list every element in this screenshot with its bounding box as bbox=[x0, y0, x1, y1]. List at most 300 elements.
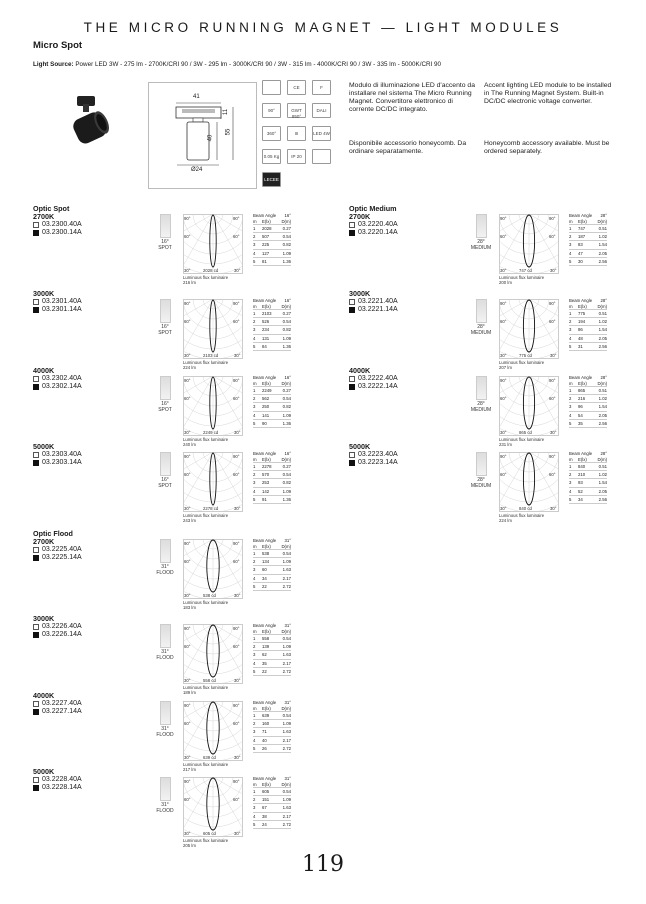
beam-angle-label: Beam Angle bbox=[253, 623, 277, 628]
table-cell: 2249 bbox=[262, 388, 272, 394]
table-row bbox=[253, 258, 291, 266]
table-cell: 1 bbox=[569, 226, 572, 232]
optic-type: FLOOD bbox=[156, 570, 174, 576]
table-row bbox=[253, 479, 291, 487]
table-header bbox=[253, 375, 291, 380]
table-cell: 3 bbox=[569, 242, 572, 248]
col-diameter: D(m) bbox=[281, 219, 291, 224]
product-variant bbox=[33, 367, 82, 391]
dim-h2: 40 bbox=[207, 134, 214, 142]
color-temperature: 3000K bbox=[33, 289, 55, 298]
beam-angle-value: 16° bbox=[284, 375, 291, 380]
class-icon bbox=[287, 126, 306, 141]
table-row bbox=[253, 420, 291, 428]
table-cell: 3 bbox=[253, 652, 256, 658]
white-finish-swatch bbox=[33, 299, 39, 305]
table-cell: 2.56 bbox=[598, 343, 607, 349]
beam-cone-icon bbox=[160, 701, 171, 725]
table-row bbox=[253, 395, 291, 403]
table-row bbox=[569, 233, 607, 241]
black-finish-swatch bbox=[33, 460, 39, 466]
beam-angle-icon bbox=[151, 701, 179, 738]
table-cell: 96 bbox=[578, 404, 583, 410]
polar-diagram bbox=[183, 624, 243, 684]
luminous-flux-value: 217 lm bbox=[183, 767, 196, 772]
table-cell: 1.36 bbox=[282, 343, 291, 349]
luminous-flux-label: Luminous flux luminaire bbox=[183, 437, 229, 442]
col-illuminance: E(lx) bbox=[578, 457, 587, 462]
col-illuminance: E(lx) bbox=[578, 381, 587, 386]
table-cell: 2 bbox=[253, 721, 256, 727]
table-row bbox=[569, 310, 607, 318]
table-cell: 2 bbox=[253, 472, 256, 478]
table-cell: 35 bbox=[262, 660, 267, 666]
product-variant bbox=[33, 692, 82, 716]
spot-icon bbox=[262, 80, 281, 95]
table-cell: 1.02 bbox=[598, 396, 607, 402]
table-cell: 4 bbox=[253, 412, 256, 418]
color-temperature: 3000K bbox=[33, 614, 55, 623]
angle-label-30-left: 30° bbox=[500, 430, 507, 435]
table-cell: 5 bbox=[569, 258, 572, 264]
table-row bbox=[569, 420, 607, 428]
angle-label-30-right: 30° bbox=[234, 831, 241, 836]
product-code: 03.2300.14A bbox=[42, 229, 82, 236]
icon-label: GWT 850° bbox=[291, 108, 302, 119]
table-cell: 0.27 bbox=[282, 226, 291, 232]
table-cell: 0.51 bbox=[598, 388, 607, 394]
table-cell: 865 bbox=[578, 388, 586, 394]
table-row bbox=[253, 225, 291, 233]
table-cell: 81 bbox=[262, 258, 267, 264]
dim-diameter: Ø24 bbox=[191, 167, 203, 173]
table-row bbox=[569, 488, 607, 496]
table-cell: 5 bbox=[569, 420, 572, 426]
table-cell: 4 bbox=[569, 250, 572, 256]
table-cell: 1.09 bbox=[282, 250, 291, 256]
col-diameter: D(m) bbox=[597, 219, 607, 224]
optic-type: FLOOD bbox=[156, 808, 174, 814]
white-finish-swatch bbox=[349, 222, 355, 228]
table-row bbox=[253, 821, 291, 829]
table-row bbox=[253, 660, 291, 668]
table-cell: 1 bbox=[253, 226, 256, 232]
driver-icon bbox=[312, 103, 331, 118]
angle-label-60-right: 60° bbox=[233, 319, 240, 324]
luminous-flux-caption bbox=[499, 360, 569, 370]
dim-h1: 11 bbox=[223, 108, 230, 116]
beam-cone-icon bbox=[160, 214, 171, 238]
product-image bbox=[63, 92, 121, 152]
angle-label-30-right: 30° bbox=[234, 678, 241, 683]
icon-label: DALI bbox=[316, 108, 327, 113]
beam-angle-icon bbox=[467, 299, 495, 336]
angle-label-30-left: 30° bbox=[500, 268, 507, 273]
luminous-flux-value: 207 lm bbox=[499, 365, 512, 370]
optic-type: SPOT bbox=[158, 483, 172, 489]
col-diameter: D(m) bbox=[597, 304, 607, 309]
luminous-flux-label: Luminous flux luminaire bbox=[183, 600, 229, 605]
beam-cone-icon bbox=[160, 299, 171, 323]
product-code-row bbox=[349, 229, 398, 237]
angle-label-30-left: 30° bbox=[184, 593, 191, 598]
product-code-row bbox=[33, 784, 82, 792]
product-code: 03.2225.40A bbox=[42, 546, 82, 553]
table-cell: 775 bbox=[578, 311, 586, 317]
color-temperature: 5000K bbox=[349, 442, 371, 451]
table-cell: 2.05 bbox=[598, 250, 607, 256]
table-cell: 0.27 bbox=[282, 388, 291, 394]
col-distance: m bbox=[253, 304, 257, 309]
table-cell: 1 bbox=[253, 551, 256, 557]
product-code-row bbox=[349, 221, 398, 229]
table-row bbox=[569, 387, 607, 395]
black-finish-swatch bbox=[33, 785, 39, 791]
table-cell: 538 bbox=[262, 551, 270, 557]
table-row bbox=[569, 412, 607, 420]
table-row bbox=[253, 387, 291, 395]
table-cell: 2 bbox=[253, 644, 256, 650]
table-cell: 4 bbox=[253, 250, 256, 256]
icon-label: 0.05 Kg bbox=[263, 154, 280, 159]
luminous-flux-value: 240 lm bbox=[183, 442, 196, 447]
col-diameter: D(m) bbox=[281, 782, 291, 787]
ce-icon bbox=[287, 80, 306, 95]
table-cell: 2 bbox=[253, 319, 256, 325]
table-row bbox=[253, 241, 291, 249]
illuminance-table bbox=[569, 451, 607, 504]
polar-diagram bbox=[183, 376, 243, 436]
illuminance-table bbox=[253, 700, 291, 753]
product-code-row bbox=[349, 451, 398, 459]
table-row bbox=[253, 668, 291, 676]
polar-diagram bbox=[183, 299, 243, 359]
luminous-flux-label: Luminous flux luminaire bbox=[499, 360, 545, 365]
angle-label-30-left: 30° bbox=[184, 506, 191, 511]
table-cell: 2.72 bbox=[282, 583, 291, 589]
table-row bbox=[253, 318, 291, 326]
table-row bbox=[253, 583, 291, 591]
col-illuminance: E(lx) bbox=[262, 629, 271, 634]
table-row bbox=[253, 412, 291, 420]
table-cell: 194 bbox=[578, 319, 586, 325]
luminous-flux-caption bbox=[183, 437, 253, 447]
luminous-flux-caption bbox=[183, 762, 253, 772]
candela-value: 840 cd bbox=[519, 506, 532, 511]
angle-label-90-right: 90° bbox=[233, 541, 240, 546]
col-illuminance: E(lx) bbox=[262, 706, 271, 711]
table-cell: 0.54 bbox=[282, 396, 291, 402]
product-code-row bbox=[33, 383, 82, 391]
beam-angle-label: Beam Angle bbox=[569, 213, 593, 218]
table-cell: 3 bbox=[253, 480, 256, 486]
table-row bbox=[569, 318, 607, 326]
luminous-flux-label: Luminous flux luminaire bbox=[183, 275, 229, 280]
col-illuminance: E(lx) bbox=[578, 219, 587, 224]
table-row bbox=[253, 403, 291, 411]
candela-value: 2249 cd bbox=[203, 430, 219, 435]
light-source-label: Light Source: bbox=[33, 61, 74, 68]
angle-label-60-right: 60° bbox=[233, 472, 240, 477]
table-cell: 54 bbox=[578, 412, 583, 418]
product-code: 03.2220.40A bbox=[358, 221, 398, 228]
table-row bbox=[253, 813, 291, 821]
table-cell: 2 bbox=[569, 234, 572, 240]
illuminance-table bbox=[253, 538, 291, 591]
angle-label-90-right: 90° bbox=[549, 378, 556, 383]
beam-cone-icon bbox=[160, 539, 171, 563]
beam-angle-label: Beam Angle bbox=[253, 700, 277, 705]
product-code: 03.2303.14A bbox=[42, 459, 82, 466]
table-row bbox=[253, 496, 291, 504]
table-header bbox=[253, 298, 291, 303]
optic-title: Optic Flood bbox=[33, 529, 73, 538]
angle-label-90-left: 90° bbox=[184, 378, 191, 383]
table-cell: 60 bbox=[262, 567, 267, 573]
table-row bbox=[253, 488, 291, 496]
col-distance: m bbox=[253, 457, 257, 462]
candela-value: 865 cd bbox=[519, 430, 532, 435]
table-cell: 0.27 bbox=[282, 311, 291, 317]
col-diameter: D(m) bbox=[281, 706, 291, 711]
polar-diagram bbox=[499, 452, 559, 512]
angle-label-30-left: 30° bbox=[184, 755, 191, 760]
polar-diagram bbox=[183, 777, 243, 837]
angle-label-30-left: 30° bbox=[500, 506, 507, 511]
table-cell: 2103 bbox=[262, 311, 272, 317]
col-illuminance: E(lx) bbox=[578, 304, 587, 309]
col-distance: m bbox=[253, 381, 257, 386]
table-cell: 91 bbox=[262, 496, 267, 502]
table-cell: 5 bbox=[253, 258, 256, 264]
beam-angle-label: Beam Angle bbox=[569, 375, 593, 380]
description-en: Accent lighting LED module to be installed in The Running Magnet System. Built-in DC/DC electronic voltage converter. bbox=[484, 82, 612, 105]
icon-label: III bbox=[294, 131, 299, 136]
beam-angle-value: 28° bbox=[477, 401, 485, 407]
table-row bbox=[569, 471, 607, 479]
white-finish-swatch bbox=[33, 701, 39, 707]
table-cell: 127 bbox=[262, 250, 270, 256]
table-cell: 35 bbox=[578, 420, 583, 426]
table-cell: 93 bbox=[578, 480, 583, 486]
table-cell: 1.09 bbox=[282, 644, 291, 650]
angle-label-90-left: 90° bbox=[184, 541, 191, 546]
beam-angle-label: Beam Angle bbox=[253, 375, 277, 380]
angle-label-90-left: 90° bbox=[184, 454, 191, 459]
black-finish-swatch bbox=[349, 230, 355, 236]
illuminance-table bbox=[253, 451, 291, 504]
table-cell: 3 bbox=[569, 404, 572, 410]
angle-label-30-right: 30° bbox=[234, 268, 241, 273]
table-row bbox=[253, 558, 291, 566]
col-diameter: D(m) bbox=[281, 381, 291, 386]
illuminance-table bbox=[569, 375, 607, 428]
product-code: 03.2226.40A bbox=[42, 623, 82, 630]
angle-label-90-right: 90° bbox=[549, 216, 556, 221]
table-cell: 0.82 bbox=[282, 327, 291, 333]
beam-angle-label: Beam Angle bbox=[253, 298, 277, 303]
product-code-row bbox=[33, 631, 82, 639]
beam-angle-value: 31° bbox=[161, 802, 169, 808]
optic-type: MEDIUM bbox=[470, 483, 492, 489]
col-illuminance: E(lx) bbox=[262, 304, 271, 309]
beam-angle-value: 16° bbox=[161, 239, 169, 245]
table-cell: 67 bbox=[262, 805, 267, 811]
table-cell: 1.54 bbox=[598, 327, 607, 333]
black-finish-swatch bbox=[349, 384, 355, 390]
table-cell: 1.63 bbox=[282, 567, 291, 573]
angle-label-90-left: 90° bbox=[184, 301, 191, 306]
black-finish-swatch bbox=[33, 709, 39, 715]
luminous-flux-caption bbox=[183, 685, 253, 695]
table-row bbox=[569, 225, 607, 233]
col-diameter: D(m) bbox=[597, 381, 607, 386]
table-cell: 1.36 bbox=[282, 420, 291, 426]
candela-value: 558 cd bbox=[203, 678, 216, 683]
table-cell: 1.36 bbox=[282, 258, 291, 264]
table-header bbox=[253, 776, 291, 781]
beam-angle-value: 16° bbox=[284, 298, 291, 303]
product-code-row bbox=[33, 229, 82, 237]
table-cell: 4 bbox=[253, 660, 256, 666]
product-code: 03.2222.14A bbox=[358, 383, 398, 390]
white-finish-swatch bbox=[33, 624, 39, 630]
table-row bbox=[253, 335, 291, 343]
table-cell: 40 bbox=[262, 737, 267, 743]
honeycomb-it: Disponibile accessorio honeycomb. Da ordinare separatamente. bbox=[349, 140, 467, 155]
icon-label: F bbox=[320, 85, 323, 90]
table-cell: 526 bbox=[262, 319, 270, 325]
beam-angle-value: 31° bbox=[284, 538, 291, 543]
product-code: 03.2300.40A bbox=[42, 221, 82, 228]
beam-angle-label: Beam Angle bbox=[253, 776, 277, 781]
table-cell: 4 bbox=[253, 488, 256, 494]
polar-diagram bbox=[499, 214, 559, 274]
angle-label-60-left: 60° bbox=[500, 396, 507, 401]
product-variant bbox=[33, 768, 82, 792]
table-cell: 1.09 bbox=[282, 559, 291, 565]
angle-label-90-left: 90° bbox=[500, 378, 507, 383]
table-row bbox=[253, 326, 291, 334]
beam-angle-icon bbox=[151, 214, 179, 251]
table-cell: 1.54 bbox=[598, 404, 607, 410]
table-cell: 507 bbox=[262, 234, 270, 240]
table-cell: 1.02 bbox=[598, 319, 607, 325]
page-number: 119 bbox=[302, 852, 344, 877]
angle-label-60-left: 60° bbox=[184, 644, 191, 649]
beam-angle-value: 31° bbox=[284, 776, 291, 781]
color-temperature: 2700K bbox=[349, 212, 371, 221]
table-row bbox=[569, 496, 607, 504]
angle-label-30-right: 30° bbox=[234, 506, 241, 511]
luminous-flux-value: 200 lm bbox=[499, 280, 512, 285]
table-row bbox=[569, 395, 607, 403]
table-cell: 1.02 bbox=[598, 234, 607, 240]
table-cell: 234 bbox=[262, 327, 270, 333]
product-variant bbox=[349, 443, 398, 467]
table-cell: 2.56 bbox=[598, 496, 607, 502]
black-finish-swatch bbox=[349, 460, 355, 466]
angle-label-60-left: 60° bbox=[500, 472, 507, 477]
product-variant bbox=[33, 205, 82, 237]
table-row bbox=[253, 471, 291, 479]
beam-cone-icon bbox=[476, 299, 487, 323]
table-cell: 2028 bbox=[262, 226, 272, 232]
table-cell: 2278 bbox=[262, 464, 272, 470]
table-cell: 90 bbox=[262, 420, 267, 426]
luminous-flux-label: Luminous flux luminaire bbox=[183, 360, 229, 365]
optic-title: Optic Spot bbox=[33, 204, 70, 213]
col-distance: m bbox=[569, 457, 573, 462]
col-diameter: D(m) bbox=[597, 457, 607, 462]
table-row bbox=[253, 796, 291, 804]
candela-value: 2028 cd bbox=[203, 268, 219, 273]
candela-value: 2103 cd bbox=[203, 353, 219, 358]
candela-value: 2278 cd bbox=[203, 506, 219, 511]
angle-label-60-right: 60° bbox=[549, 472, 556, 477]
luminous-flux-value: 224 lm bbox=[183, 365, 196, 370]
table-cell: 4 bbox=[253, 737, 256, 743]
table-cell: 5 bbox=[253, 583, 256, 589]
beam-angle-label: Beam Angle bbox=[253, 451, 277, 456]
table-cell: 840 bbox=[578, 464, 586, 470]
table-cell: 142 bbox=[262, 488, 270, 494]
table-cell: 2.17 bbox=[282, 660, 291, 666]
angle-label-60-left: 60° bbox=[500, 234, 507, 239]
table-cell: 5 bbox=[253, 821, 256, 827]
table-cell: 1 bbox=[569, 388, 572, 394]
table-cell: 34 bbox=[262, 575, 267, 581]
luminous-flux-value: 205 lm bbox=[183, 843, 196, 848]
angle-label-90-right: 90° bbox=[233, 378, 240, 383]
col-distance: m bbox=[253, 782, 257, 787]
table-cell: 3 bbox=[569, 327, 572, 333]
white-finish-swatch bbox=[33, 777, 39, 783]
col-distance: m bbox=[569, 304, 573, 309]
beam-angle-value: 31° bbox=[161, 564, 169, 570]
color-temperature: 4000K bbox=[33, 366, 55, 375]
beam-angle-icon bbox=[151, 624, 179, 661]
angle-label-90-right: 90° bbox=[233, 454, 240, 459]
table-row bbox=[253, 651, 291, 659]
angle-label-90-right: 90° bbox=[233, 626, 240, 631]
white-finish-swatch bbox=[33, 376, 39, 382]
product-code-row bbox=[349, 459, 398, 467]
table-cell: 24 bbox=[262, 821, 267, 827]
beam-cone-icon bbox=[160, 624, 171, 648]
col-illuminance: E(lx) bbox=[262, 782, 271, 787]
icon-label: LECEE bbox=[264, 177, 279, 182]
table-cell: 47 bbox=[578, 250, 583, 256]
table-cell: 2.56 bbox=[598, 258, 607, 264]
angle-label-60-right: 60° bbox=[549, 234, 556, 239]
table-row bbox=[569, 250, 607, 258]
icon-label: LED 4W bbox=[313, 131, 330, 136]
product-code: 03.2302.14A bbox=[42, 383, 82, 390]
weight-icon bbox=[262, 149, 281, 164]
luminous-flux-caption bbox=[183, 600, 253, 610]
table-cell: 4 bbox=[253, 575, 256, 581]
table-header bbox=[569, 451, 607, 456]
table-row bbox=[253, 566, 291, 574]
description-it: Modulo di illuminazione LED d'accento da installare nel sistema The Micro Running Magnet. Convertitore elettronico di corrente DC/DC integrato. bbox=[349, 82, 475, 113]
table-cell: 0.82 bbox=[282, 242, 291, 248]
table-cell: 2.05 bbox=[598, 412, 607, 418]
beam-angle-value: 16° bbox=[161, 477, 169, 483]
table-cell: 1 bbox=[253, 636, 256, 642]
angle-label-60-left: 60° bbox=[500, 319, 507, 324]
product-code-row bbox=[33, 708, 82, 716]
